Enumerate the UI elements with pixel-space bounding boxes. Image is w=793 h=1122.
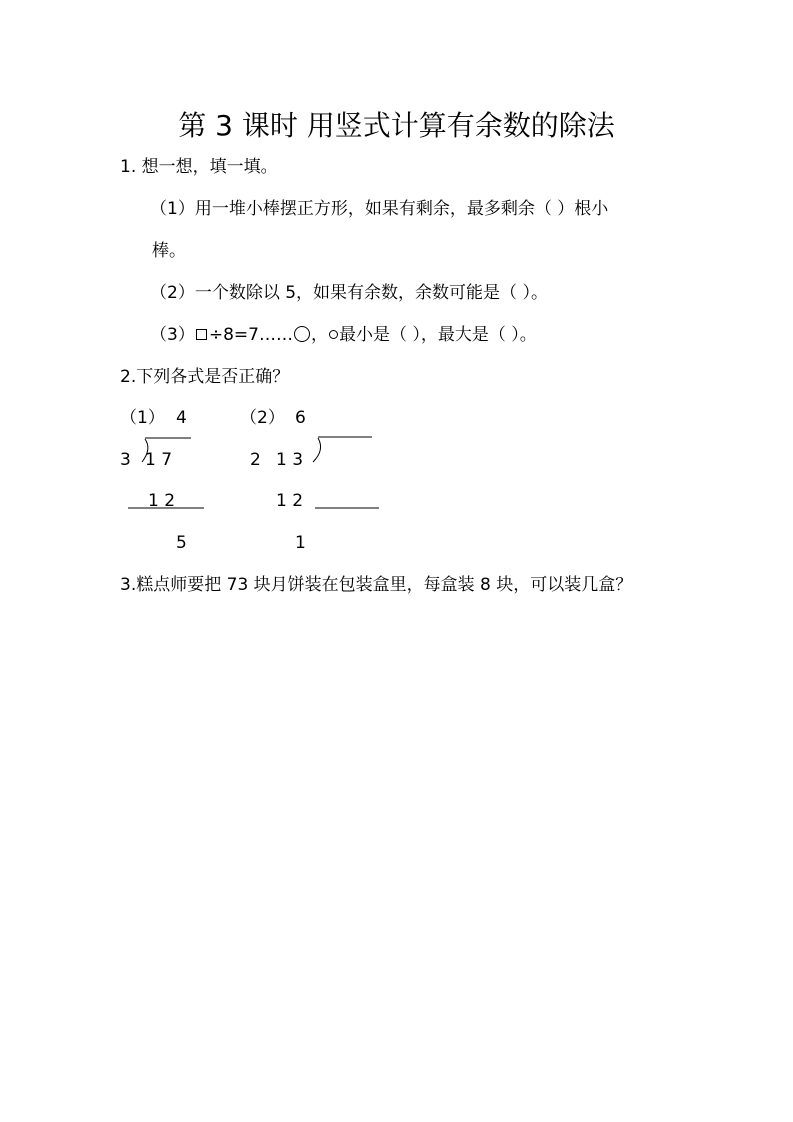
small-circle-icon	[329, 330, 338, 339]
question-1-part-3-tail: 最小是（ ），最大是（ ）。	[338, 325, 537, 345]
division-1-label: （1）	[120, 408, 165, 428]
page-title: 第 3 课时 用竖式计算有余数的除法	[178, 109, 615, 142]
division-2-quotient: 6	[295, 408, 306, 428]
division-1-remainder: 5	[176, 533, 187, 553]
question-1-heading: 1. 想一想，填一填。	[120, 157, 278, 177]
question-1-part-3-comma: ，	[310, 325, 328, 345]
question-2-heading: 2.下列各式是否正确？	[120, 367, 290, 387]
question-1-part-3-equation: ÷8=7……	[208, 325, 293, 345]
question-1-part-3	[150, 323, 537, 347]
question-1-part-3-label: （3）	[150, 325, 195, 345]
division-2-product: 1 2	[276, 491, 304, 511]
division-1-dividend: 1 7	[145, 450, 173, 470]
division-1-quotient: 4	[176, 408, 187, 428]
division-2-label: （2）	[240, 408, 285, 428]
division-2-dividend: 1 3	[276, 450, 304, 470]
question-1-part-1-line-1: （1）用一堆小棒摆正方形，如果有剩余，最多剩余（ ）根小	[150, 199, 609, 219]
question-1-part-2: （2）一个数除以 5，如果有余数，余数可能是（ ）。	[150, 283, 548, 303]
square-box-icon	[196, 329, 207, 340]
division-2-bracket	[313, 438, 321, 462]
question-1-part-1-line-2: 棒。	[152, 241, 186, 261]
circle-icon	[294, 326, 310, 342]
division-1-divisor: 3	[120, 450, 131, 470]
division-2-remainder: 1	[295, 533, 306, 553]
question-3-text: 3.糕点师要把 73 块月饼装在包装盒里，每盒装 8 块，可以装几盒？	[120, 575, 633, 595]
division-1-product: 1 2	[148, 491, 176, 511]
division-2-divisor: 2	[250, 450, 261, 470]
